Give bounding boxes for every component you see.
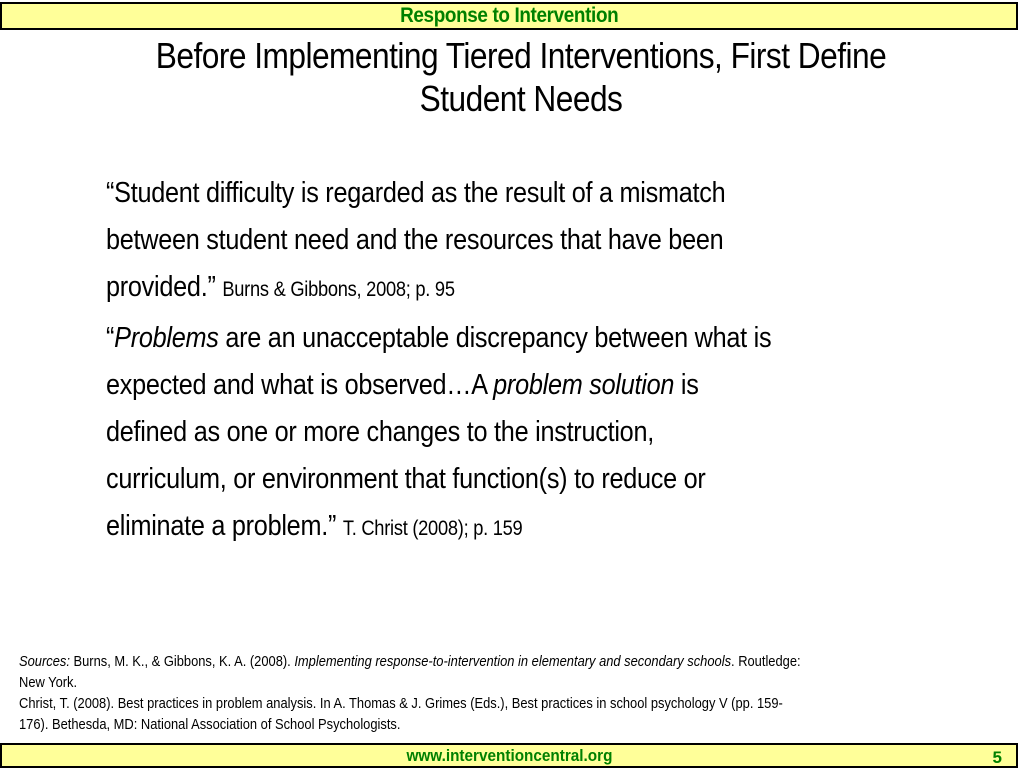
- source-reference-1-cont: New York.: [19, 674, 78, 691]
- quote-text: are an unacceptable discrepancy between what is: [218, 322, 772, 354]
- sources-label: Sources:: [19, 653, 70, 670]
- page-number: 5: [992, 748, 1002, 767]
- quote-text: is: [674, 369, 699, 401]
- term-problem-solution: problem solution: [493, 369, 675, 401]
- quote-burns-gibbons: [106, 170, 985, 313]
- source-reference-2-cont: 176). Bethesda, MD: National Association of School Psychologists.: [19, 716, 401, 733]
- banner-title: Response to Intervention: [399, 4, 619, 27]
- reference-text: Burns, M. K., & Gibbons, K. A. (2008).: [69, 653, 295, 670]
- slide-title: [20, 34, 1022, 120]
- quote-text: expected and what is observed…A: [106, 369, 494, 401]
- top-banner: [0, 2, 1018, 30]
- quote-line: “Student difficulty is regarded as the result of a mismatch: [106, 177, 726, 209]
- quote-line: [106, 264, 985, 313]
- quote-citation: T. Christ (2008); p. 159: [342, 517, 523, 540]
- slide-title-line-1: Before Implementing Tiered Interventions, First Define: [155, 35, 887, 76]
- open-quote-mark: “: [106, 322, 115, 354]
- footer-url-link[interactable]: www.interventioncentral.org: [405, 745, 613, 765]
- quote-christ: [106, 315, 985, 552]
- quotes-area: [106, 170, 985, 554]
- quote-line: curriculum, or environment that function(s) to reduce or: [106, 463, 706, 495]
- quote-line: defined as one or more changes to the instruction,: [106, 416, 654, 448]
- sources-section: [19, 651, 1008, 735]
- reference-book-title: Implementing response-to-intervention in elementary and secondary schools: [294, 653, 732, 670]
- quote-line: [106, 362, 985, 409]
- slide-title-line-2: Student Needs: [419, 78, 623, 119]
- reference-text: . Routledge:: [731, 653, 801, 670]
- quote-line: [106, 503, 985, 552]
- quote-line: between student need and the resources that have been: [106, 224, 724, 256]
- source-reference-1: [19, 651, 1008, 672]
- quote-citation: Burns & Gibbons, 2008; p. 95: [222, 278, 455, 301]
- source-reference-2: Christ, T. (2008). Best practices in problem analysis. In A. Thomas & J. Grimes (Eds.), Best practices in school psychology V (pp. 159-: [19, 695, 783, 712]
- quote-text: eliminate a problem.”: [106, 510, 337, 542]
- quote-line: [106, 315, 985, 362]
- bottom-banner: [0, 743, 1018, 768]
- term-problems: Problems: [114, 322, 219, 354]
- quote-text: provided.”: [106, 271, 216, 303]
